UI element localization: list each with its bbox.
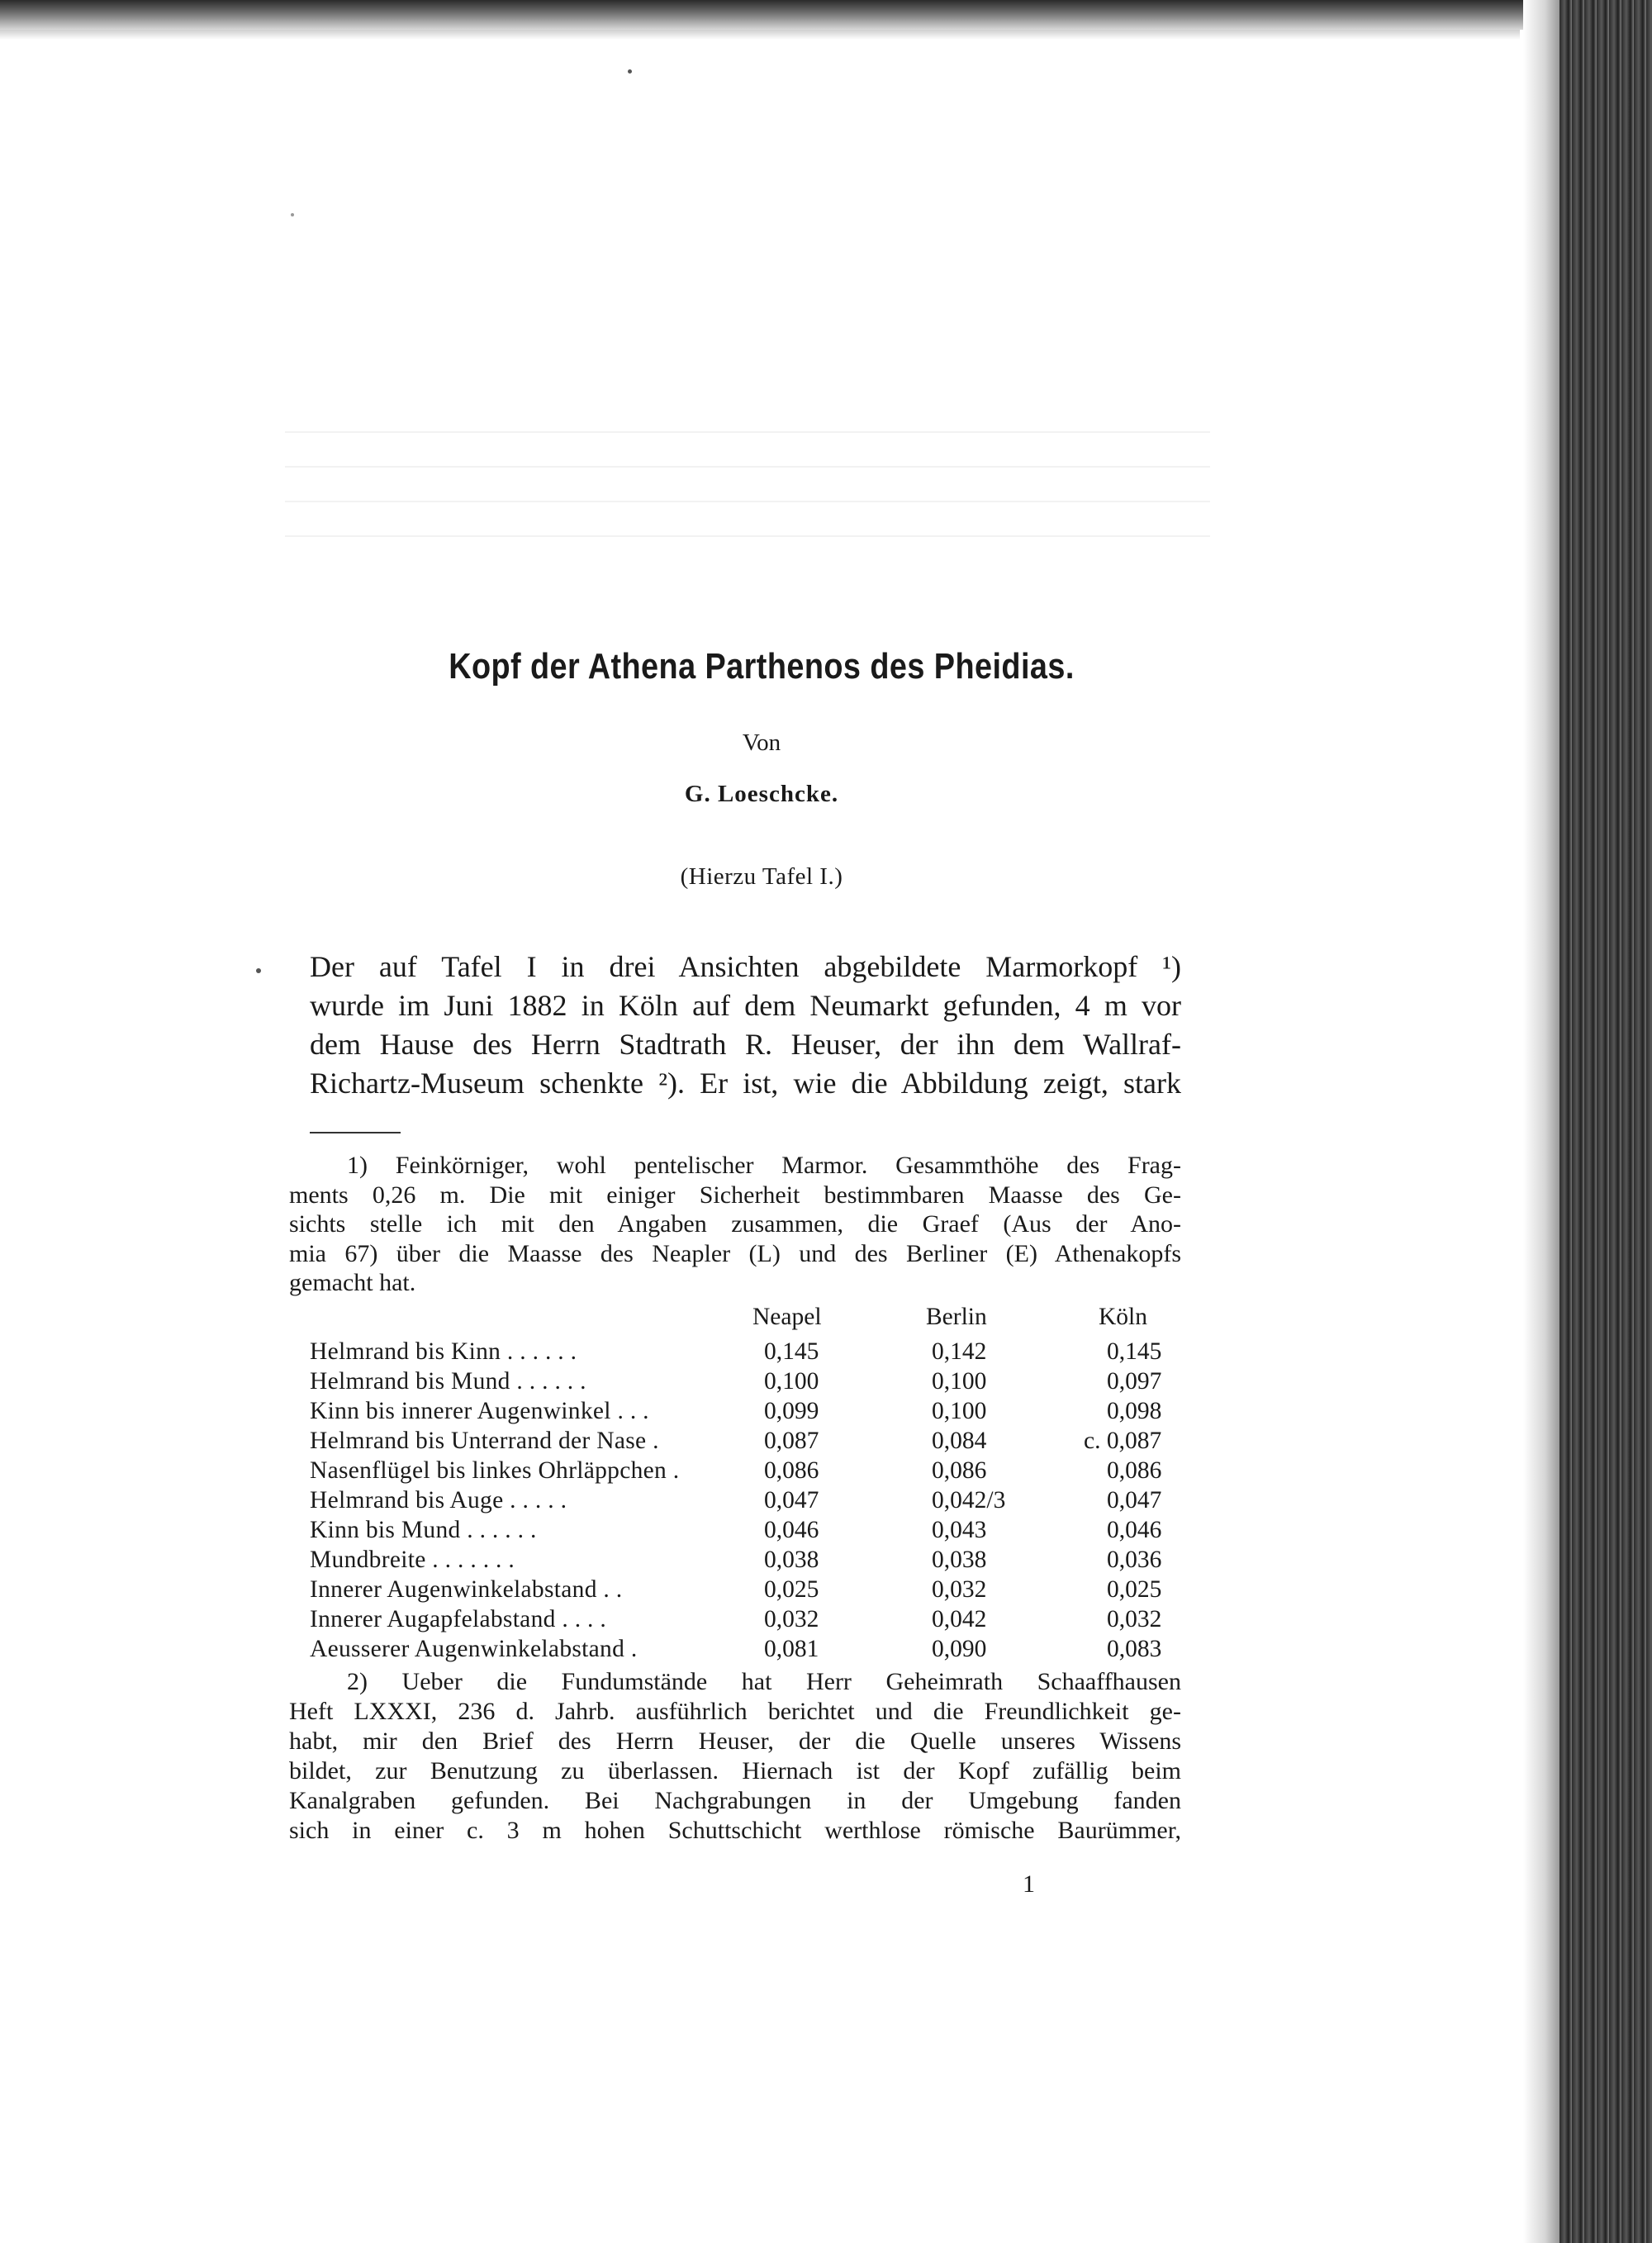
row-label: Helmrand bis Kinn . . . . . . xyxy=(310,1338,577,1365)
value-berlin: 0,032 xyxy=(932,1576,987,1603)
value-berlin: 0,042 xyxy=(932,1606,987,1632)
plate-reference: (Hierzu Tafel I.) xyxy=(680,863,843,890)
body-line: wurde im Juni 1882 in Köln auf dem Neumarkt gefunden, 4 m vor xyxy=(310,989,1181,1022)
speck xyxy=(291,213,294,216)
value-berlin: 0,042/3 xyxy=(932,1487,1006,1514)
article-title: Kopf der Athena Parthenos des Pheidias. xyxy=(449,646,1075,687)
page-number: 1 xyxy=(1023,1870,1035,1898)
value-neapel: 0,025 xyxy=(764,1576,819,1603)
table-row xyxy=(310,1487,1177,1516)
body-paragraph xyxy=(310,948,1181,1103)
row-label: Innerer Augenwinkelabstand . . xyxy=(310,1576,623,1603)
speck xyxy=(628,69,632,74)
book-edge xyxy=(1559,0,1652,2243)
footnote-line: sich in einer c. 3 m hohen Schuttschicht werthlose römische Baurümmer, xyxy=(289,1817,1181,1844)
row-label: Helmrand bis Mund . . . . . . xyxy=(310,1368,586,1395)
value-koeln: c. 0,087 xyxy=(1084,1428,1162,1454)
value-koeln: 0,046 xyxy=(1107,1517,1162,1543)
row-label: Aeusserer Augenwinkelabstand . xyxy=(310,1636,638,1662)
value-neapel: 0,046 xyxy=(764,1517,819,1543)
value-neapel: 0,032 xyxy=(764,1606,819,1632)
body-line: Richartz-Museum schenkte ²). Er ist, wie die Abbildung zeigt, stark xyxy=(310,1067,1181,1100)
footnote-line: sichts stelle ich mit den Angaben zusammen, die Graef (Aus der Ano- xyxy=(289,1210,1181,1238)
page-fold-shadow xyxy=(1523,0,1559,2243)
footnote-rule xyxy=(310,1132,401,1133)
footnote-line: Kanalgraben gefunden. Bei Nachgrabungen in der Umgebung fanden xyxy=(289,1787,1181,1814)
footnote-line: bildet, zur Benutzung zu überlassen. Hiernach ist der Kopf zufällig beim xyxy=(289,1757,1181,1784)
value-koeln: 0,098 xyxy=(1107,1398,1162,1424)
column-header-koeln: Köln xyxy=(1099,1304,1147,1330)
value-berlin: 0,142 xyxy=(932,1338,987,1365)
table-row xyxy=(310,1398,1177,1427)
author-name: G. Loeschcke. xyxy=(684,781,839,807)
value-koeln: 0,097 xyxy=(1107,1368,1162,1395)
row-label: Nasenflügel bis linkes Ohrläppchen . xyxy=(310,1457,680,1484)
footnote-line: 1) Feinkörniger, wohl pentelischer Marmor. Gesammthöhe des Frag- xyxy=(347,1152,1181,1179)
body-line: Der auf Tafel I in drei Ansichten abgebildete Marmorkopf ¹) xyxy=(310,950,1181,983)
footnote-1 xyxy=(289,1151,1181,1298)
column-header-berlin: Berlin xyxy=(926,1304,987,1330)
bleed-through-texture xyxy=(285,397,1210,560)
value-berlin: 0,086 xyxy=(932,1457,987,1484)
footnote-line: habt, mir den Brief des Herrn Heuser, der die Quelle unseres Wissens xyxy=(289,1727,1181,1755)
speck xyxy=(256,968,261,973)
row-label: Kinn bis innerer Augenwinkel . . . xyxy=(310,1398,649,1424)
value-koeln: 0,047 xyxy=(1107,1487,1162,1514)
row-label: Mundbreite . . . . . . . xyxy=(310,1547,515,1573)
value-berlin: 0,100 xyxy=(932,1368,987,1395)
value-neapel: 0,100 xyxy=(764,1368,819,1395)
row-label: Innerer Augapfelabstand . . . . xyxy=(310,1606,607,1632)
footnote-line: gemacht hat. xyxy=(289,1269,416,1297)
table-row xyxy=(310,1517,1177,1546)
value-neapel: 0,086 xyxy=(764,1457,819,1484)
value-koeln: 0,036 xyxy=(1107,1547,1162,1573)
table-row xyxy=(310,1636,1177,1665)
table-row xyxy=(310,1428,1177,1457)
column-header-neapel: Neapel xyxy=(752,1304,822,1330)
table-row xyxy=(310,1338,1177,1367)
footnote-line: mia 67) über die Maasse des Neapler (L) und des Berliner (E) Athenakopfs xyxy=(289,1239,1181,1267)
body-line: dem Hause des Herrn Stadtrath R. Heuser, der ihn dem Wallraf- xyxy=(310,1028,1181,1061)
table-row xyxy=(310,1576,1177,1605)
value-koeln: 0,086 xyxy=(1107,1457,1162,1484)
value-koeln: 0,083 xyxy=(1107,1636,1162,1662)
value-neapel: 0,081 xyxy=(764,1636,819,1662)
value-berlin: 0,043 xyxy=(932,1517,987,1543)
table-row xyxy=(310,1547,1177,1575)
value-neapel: 0,099 xyxy=(764,1398,819,1424)
value-berlin: 0,100 xyxy=(932,1398,987,1424)
value-koeln: 0,032 xyxy=(1107,1606,1162,1632)
row-label: Kinn bis Mund . . . . . . xyxy=(310,1517,537,1543)
row-label: Helmrand bis Unterrand der Nase . xyxy=(310,1428,659,1454)
footnote-2 xyxy=(289,1667,1181,1846)
table-row xyxy=(310,1457,1177,1486)
byline-prefix: Von xyxy=(742,729,781,756)
value-berlin: 0,090 xyxy=(932,1636,987,1662)
footnote-line: 2) Ueber die Fundumstände hat Herr Geheimrath Schaaffhausen xyxy=(347,1668,1181,1695)
row-label: Helmrand bis Auge . . . . . xyxy=(310,1487,567,1514)
value-berlin: 0,038 xyxy=(932,1547,987,1573)
value-berlin: 0,084 xyxy=(932,1428,987,1454)
value-neapel: 0,047 xyxy=(764,1487,819,1514)
value-neapel: 0,087 xyxy=(764,1428,819,1454)
table-row xyxy=(310,1368,1177,1397)
value-koeln: 0,025 xyxy=(1107,1576,1162,1603)
value-koeln: 0,145 xyxy=(1107,1338,1162,1365)
value-neapel: 0,145 xyxy=(764,1338,819,1365)
table-row xyxy=(310,1606,1177,1635)
value-neapel: 0,038 xyxy=(764,1547,819,1573)
footnote-line: ments 0,26 m. Die mit einiger Sicherheit bestimmbaren Maasse des Ge- xyxy=(289,1181,1181,1209)
footnote-line: Heft LXXXI, 236 d. Jahrb. ausführlich berichtet und die Freundlichkeit ge- xyxy=(289,1698,1181,1725)
